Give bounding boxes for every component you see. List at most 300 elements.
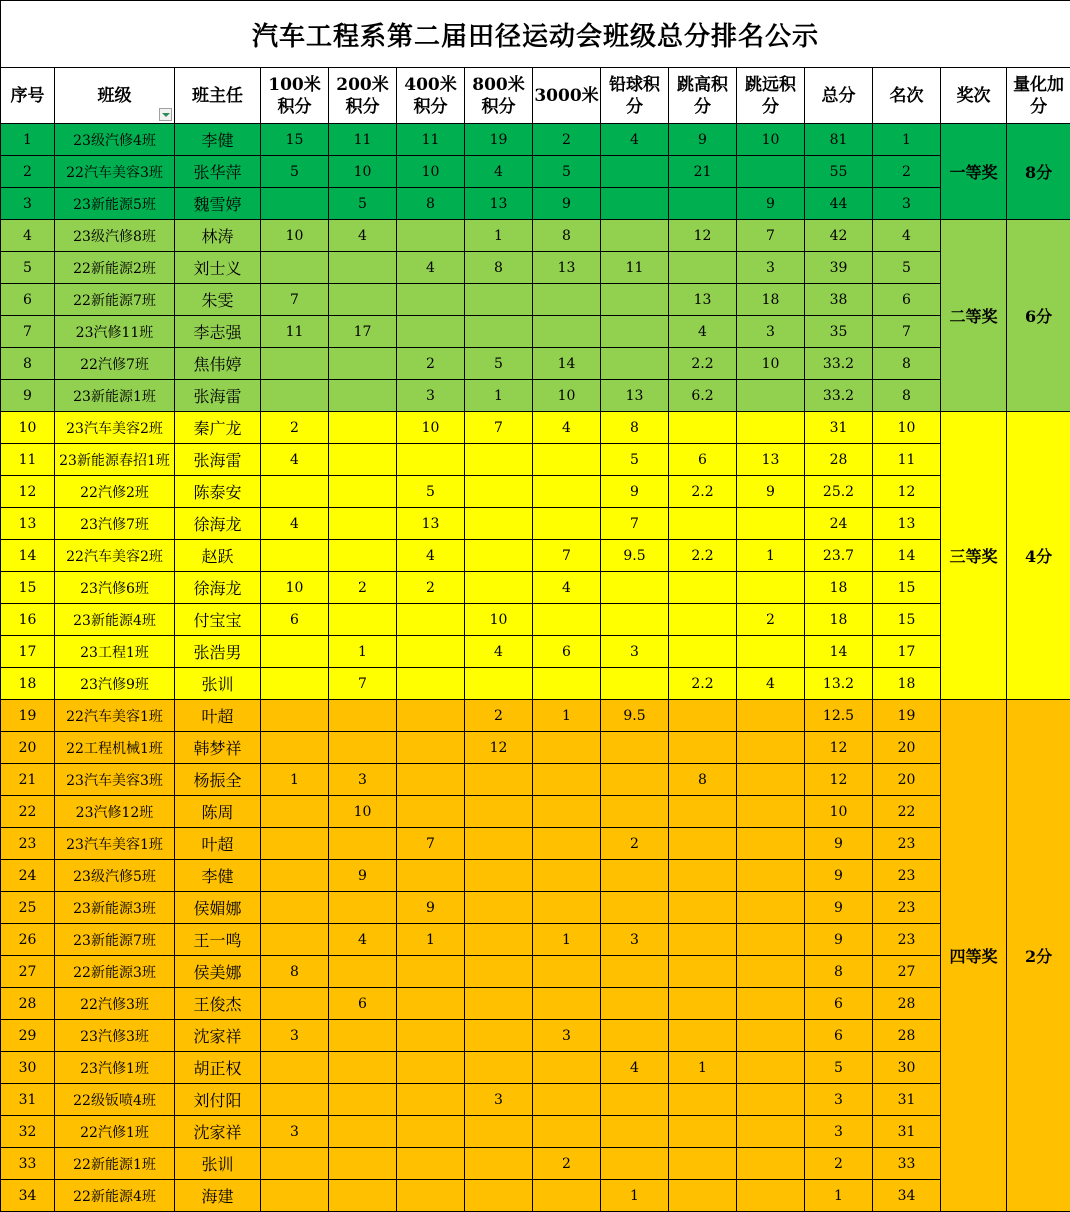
cell-total[interactable]: 31: [805, 412, 873, 444]
cell-200m[interactable]: [329, 732, 397, 764]
cell-3000m[interactable]: [533, 668, 601, 700]
cell-shotput[interactable]: [601, 956, 669, 988]
cell-highjump[interactable]: 6: [669, 444, 737, 476]
bonus-cell[interactable]: 4分: [1007, 412, 1070, 700]
cell-rank[interactable]: 31: [873, 1116, 941, 1148]
cell-800m[interactable]: [465, 508, 533, 540]
cell-rank[interactable]: 15: [873, 604, 941, 636]
cell-3000m[interactable]: 1: [533, 924, 601, 956]
cell-400m[interactable]: 9: [397, 892, 465, 924]
cell-shotput[interactable]: [601, 604, 669, 636]
cell-highjump[interactable]: 6.2: [669, 380, 737, 412]
cell-400m[interactable]: [397, 1084, 465, 1116]
cell-rank[interactable]: 18: [873, 668, 941, 700]
cell-3000m[interactable]: 4: [533, 572, 601, 604]
cell-no[interactable]: 29: [1, 1020, 55, 1052]
cell-shotput[interactable]: [601, 156, 669, 188]
cell-total[interactable]: 5: [805, 1052, 873, 1084]
award-cell[interactable]: 四等奖: [941, 700, 1007, 1212]
cell-highjump[interactable]: [669, 1180, 737, 1212]
cell-800m[interactable]: 13: [465, 188, 533, 220]
cell-100m[interactable]: [261, 988, 329, 1020]
cell-400m[interactable]: 2: [397, 348, 465, 380]
cell-400m[interactable]: [397, 220, 465, 252]
cell-class[interactable]: 23汽修11班: [55, 316, 175, 348]
cell-class[interactable]: 22汽车美容1班: [55, 700, 175, 732]
cell-shotput[interactable]: [601, 732, 669, 764]
cell-teacher[interactable]: 韩梦祥: [175, 732, 261, 764]
cell-rank[interactable]: 10: [873, 412, 941, 444]
cell-800m[interactable]: [465, 1052, 533, 1084]
cell-800m[interactable]: 8: [465, 252, 533, 284]
cell-class[interactable]: 23新能源3班: [55, 892, 175, 924]
cell-no[interactable]: 5: [1, 252, 55, 284]
cell-800m[interactable]: [465, 828, 533, 860]
cell-total[interactable]: 1: [805, 1180, 873, 1212]
cell-highjump[interactable]: [669, 508, 737, 540]
cell-200m[interactable]: [329, 956, 397, 988]
cell-shotput[interactable]: [601, 220, 669, 252]
cell-shotput[interactable]: [601, 284, 669, 316]
cell-100m[interactable]: [261, 636, 329, 668]
cell-teacher[interactable]: 陈周: [175, 796, 261, 828]
cell-rank[interactable]: 27: [873, 956, 941, 988]
cell-class[interactable]: 23级汽修5班: [55, 860, 175, 892]
cell-highjump[interactable]: 21: [669, 156, 737, 188]
cell-200m[interactable]: [329, 508, 397, 540]
cell-400m[interactable]: [397, 668, 465, 700]
cell-shotput[interactable]: 8: [601, 412, 669, 444]
cell-400m[interactable]: 13: [397, 508, 465, 540]
cell-highjump[interactable]: [669, 188, 737, 220]
cell-400m[interactable]: 1: [397, 924, 465, 956]
cell-3000m[interactable]: 2: [533, 124, 601, 156]
cell-highjump[interactable]: [669, 796, 737, 828]
cell-no[interactable]: 17: [1, 636, 55, 668]
cell-200m[interactable]: [329, 604, 397, 636]
cell-no[interactable]: 14: [1, 540, 55, 572]
cell-class[interactable]: 23汽修12班: [55, 796, 175, 828]
cell-longjump[interactable]: 9: [737, 476, 805, 508]
cell-rank[interactable]: 4: [873, 220, 941, 252]
cell-shotput[interactable]: 4: [601, 1052, 669, 1084]
cell-class[interactable]: 23新能源4班: [55, 604, 175, 636]
cell-highjump[interactable]: [669, 252, 737, 284]
cell-rank[interactable]: 2: [873, 156, 941, 188]
cell-class[interactable]: 22级钣喷4班: [55, 1084, 175, 1116]
cell-highjump[interactable]: [669, 828, 737, 860]
cell-longjump[interactable]: 10: [737, 348, 805, 380]
cell-200m[interactable]: [329, 1020, 397, 1052]
cell-200m[interactable]: [329, 540, 397, 572]
cell-highjump[interactable]: [669, 892, 737, 924]
cell-100m[interactable]: [261, 924, 329, 956]
cell-rank[interactable]: 33: [873, 1148, 941, 1180]
cell-shotput[interactable]: 9: [601, 476, 669, 508]
cell-no[interactable]: 24: [1, 860, 55, 892]
cell-no[interactable]: 28: [1, 988, 55, 1020]
cell-3000m[interactable]: [533, 1052, 601, 1084]
cell-longjump[interactable]: 3: [737, 316, 805, 348]
cell-200m[interactable]: [329, 252, 397, 284]
cell-class[interactable]: 22汽车美容2班: [55, 540, 175, 572]
cell-400m[interactable]: [397, 860, 465, 892]
cell-teacher[interactable]: 张海雷: [175, 380, 261, 412]
cell-shotput[interactable]: 13: [601, 380, 669, 412]
cell-no[interactable]: 9: [1, 380, 55, 412]
cell-total[interactable]: 9: [805, 892, 873, 924]
cell-longjump[interactable]: [737, 732, 805, 764]
cell-no[interactable]: 34: [1, 1180, 55, 1212]
cell-400m[interactable]: [397, 316, 465, 348]
cell-rank[interactable]: 12: [873, 476, 941, 508]
cell-teacher[interactable]: 付宝宝: [175, 604, 261, 636]
cell-rank[interactable]: 8: [873, 348, 941, 380]
cell-shotput[interactable]: [601, 1084, 669, 1116]
cell-400m[interactable]: [397, 1052, 465, 1084]
cell-longjump[interactable]: 3: [737, 252, 805, 284]
cell-total[interactable]: 35: [805, 316, 873, 348]
cell-400m[interactable]: 7: [397, 828, 465, 860]
cell-teacher[interactable]: 叶超: [175, 828, 261, 860]
cell-400m[interactable]: 2: [397, 572, 465, 604]
cell-rank[interactable]: 19: [873, 700, 941, 732]
cell-rank[interactable]: 8: [873, 380, 941, 412]
cell-400m[interactable]: [397, 444, 465, 476]
cell-class[interactable]: 22汽修2班: [55, 476, 175, 508]
cell-longjump[interactable]: [737, 988, 805, 1020]
cell-longjump[interactable]: [737, 860, 805, 892]
cell-800m[interactable]: [465, 764, 533, 796]
cell-teacher[interactable]: 张华萍: [175, 156, 261, 188]
cell-200m[interactable]: [329, 412, 397, 444]
cell-shotput[interactable]: [601, 1020, 669, 1052]
cell-200m[interactable]: [329, 444, 397, 476]
cell-total[interactable]: 38: [805, 284, 873, 316]
cell-total[interactable]: 9: [805, 828, 873, 860]
cell-800m[interactable]: [465, 988, 533, 1020]
cell-class[interactable]: 23汽车美容3班: [55, 764, 175, 796]
cell-highjump[interactable]: 2.2: [669, 348, 737, 380]
cell-highjump[interactable]: [669, 956, 737, 988]
cell-800m[interactable]: 1: [465, 380, 533, 412]
cell-total[interactable]: 3: [805, 1084, 873, 1116]
cell-200m[interactable]: 4: [329, 924, 397, 956]
cell-highjump[interactable]: [669, 1116, 737, 1148]
cell-3000m[interactable]: [533, 284, 601, 316]
cell-3000m[interactable]: [533, 508, 601, 540]
cell-800m[interactable]: 12: [465, 732, 533, 764]
cell-teacher[interactable]: 朱雯: [175, 284, 261, 316]
cell-class[interactable]: 23汽车美容1班: [55, 828, 175, 860]
cell-800m[interactable]: [465, 796, 533, 828]
cell-400m[interactable]: [397, 796, 465, 828]
cell-class[interactable]: 22工程机械1班: [55, 732, 175, 764]
cell-shotput[interactable]: [601, 1116, 669, 1148]
cell-100m[interactable]: 8: [261, 956, 329, 988]
cell-teacher[interactable]: 李健: [175, 124, 261, 156]
cell-shotput[interactable]: [601, 316, 669, 348]
cell-200m[interactable]: [329, 380, 397, 412]
cell-highjump[interactable]: [669, 572, 737, 604]
cell-200m[interactable]: 4: [329, 220, 397, 252]
cell-class[interactable]: 23汽修9班: [55, 668, 175, 700]
cell-longjump[interactable]: 9: [737, 188, 805, 220]
cell-400m[interactable]: 10: [397, 412, 465, 444]
cell-800m[interactable]: 3: [465, 1084, 533, 1116]
cell-400m[interactable]: [397, 1020, 465, 1052]
cell-teacher[interactable]: 海建: [175, 1180, 261, 1212]
cell-800m[interactable]: [465, 1020, 533, 1052]
cell-longjump[interactable]: 13: [737, 444, 805, 476]
cell-class[interactable]: 23汽修6班: [55, 572, 175, 604]
cell-longjump[interactable]: [737, 1180, 805, 1212]
cell-class[interactable]: 23汽修7班: [55, 508, 175, 540]
cell-class[interactable]: 22新能源3班: [55, 956, 175, 988]
cell-total[interactable]: 12: [805, 732, 873, 764]
cell-longjump[interactable]: [737, 572, 805, 604]
cell-highjump[interactable]: 2.2: [669, 540, 737, 572]
cell-100m[interactable]: [261, 828, 329, 860]
cell-400m[interactable]: [397, 636, 465, 668]
cell-highjump[interactable]: [669, 732, 737, 764]
award-cell[interactable]: 一等奖: [941, 124, 1007, 220]
cell-200m[interactable]: [329, 348, 397, 380]
cell-3000m[interactable]: 5: [533, 156, 601, 188]
cell-200m[interactable]: [329, 700, 397, 732]
cell-shotput[interactable]: 3: [601, 636, 669, 668]
cell-class[interactable]: 22汽车美容3班: [55, 156, 175, 188]
cell-400m[interactable]: [397, 764, 465, 796]
cell-rank[interactable]: 28: [873, 988, 941, 1020]
cell-400m[interactable]: [397, 700, 465, 732]
cell-200m[interactable]: 17: [329, 316, 397, 348]
cell-class[interactable]: 23工程1班: [55, 636, 175, 668]
cell-100m[interactable]: 4: [261, 508, 329, 540]
cell-shotput[interactable]: [601, 988, 669, 1020]
cell-200m[interactable]: [329, 1116, 397, 1148]
cell-shotput[interactable]: 1: [601, 1180, 669, 1212]
bonus-cell[interactable]: 2分: [1007, 700, 1070, 1212]
cell-highjump[interactable]: [669, 1148, 737, 1180]
cell-teacher[interactable]: 叶超: [175, 700, 261, 732]
cell-100m[interactable]: [261, 252, 329, 284]
cell-200m[interactable]: 6: [329, 988, 397, 1020]
cell-800m[interactable]: [465, 1116, 533, 1148]
cell-total[interactable]: 8: [805, 956, 873, 988]
cell-longjump[interactable]: [737, 1084, 805, 1116]
cell-total[interactable]: 39: [805, 252, 873, 284]
cell-rank[interactable]: 5: [873, 252, 941, 284]
cell-200m[interactable]: [329, 476, 397, 508]
cell-no[interactable]: 25: [1, 892, 55, 924]
cell-rank[interactable]: 7: [873, 316, 941, 348]
cell-no[interactable]: 16: [1, 604, 55, 636]
cell-400m[interactable]: 4: [397, 540, 465, 572]
cell-3000m[interactable]: [533, 860, 601, 892]
cell-teacher[interactable]: 沈家祥: [175, 1020, 261, 1052]
cell-100m[interactable]: 3: [261, 1116, 329, 1148]
cell-100m[interactable]: [261, 1180, 329, 1212]
cell-100m[interactable]: [261, 732, 329, 764]
cell-100m[interactable]: 10: [261, 572, 329, 604]
cell-rank[interactable]: 1: [873, 124, 941, 156]
cell-longjump[interactable]: [737, 1148, 805, 1180]
cell-200m[interactable]: 11: [329, 124, 397, 156]
cell-no[interactable]: 1: [1, 124, 55, 156]
cell-shotput[interactable]: [601, 1148, 669, 1180]
cell-400m[interactable]: [397, 956, 465, 988]
cell-highjump[interactable]: 1: [669, 1052, 737, 1084]
cell-rank[interactable]: 23: [873, 860, 941, 892]
cell-longjump[interactable]: 7: [737, 220, 805, 252]
cell-100m[interactable]: [261, 892, 329, 924]
cell-rank[interactable]: 13: [873, 508, 941, 540]
cell-rank[interactable]: 30: [873, 1052, 941, 1084]
cell-800m[interactable]: 5: [465, 348, 533, 380]
cell-800m[interactable]: 7: [465, 412, 533, 444]
cell-rank[interactable]: 28: [873, 1020, 941, 1052]
cell-100m[interactable]: 4: [261, 444, 329, 476]
cell-3000m[interactable]: [533, 604, 601, 636]
cell-400m[interactable]: 11: [397, 124, 465, 156]
cell-teacher[interactable]: 王俊杰: [175, 988, 261, 1020]
cell-shotput[interactable]: 4: [601, 124, 669, 156]
cell-400m[interactable]: [397, 1116, 465, 1148]
cell-100m[interactable]: [261, 796, 329, 828]
cell-3000m[interactable]: [533, 988, 601, 1020]
cell-3000m[interactable]: [533, 764, 601, 796]
cell-highjump[interactable]: 13: [669, 284, 737, 316]
cell-400m[interactable]: [397, 1148, 465, 1180]
cell-rank[interactable]: 20: [873, 732, 941, 764]
cell-3000m[interactable]: 4: [533, 412, 601, 444]
cell-3000m[interactable]: 10: [533, 380, 601, 412]
cell-teacher[interactable]: 张海雷: [175, 444, 261, 476]
cell-800m[interactable]: [465, 1180, 533, 1212]
cell-longjump[interactable]: [737, 956, 805, 988]
cell-teacher[interactable]: 林涛: [175, 220, 261, 252]
cell-longjump[interactable]: [737, 892, 805, 924]
cell-teacher[interactable]: 李志强: [175, 316, 261, 348]
cell-shotput[interactable]: 9.5: [601, 540, 669, 572]
cell-no[interactable]: 20: [1, 732, 55, 764]
cell-rank[interactable]: 11: [873, 444, 941, 476]
cell-200m[interactable]: [329, 284, 397, 316]
cell-total[interactable]: 13.2: [805, 668, 873, 700]
cell-3000m[interactable]: [533, 956, 601, 988]
cell-3000m[interactable]: [533, 828, 601, 860]
cell-800m[interactable]: [465, 540, 533, 572]
cell-teacher[interactable]: 徐海龙: [175, 572, 261, 604]
cell-no[interactable]: 6: [1, 284, 55, 316]
cell-class[interactable]: 22汽修7班: [55, 348, 175, 380]
cell-longjump[interactable]: [737, 1020, 805, 1052]
cell-highjump[interactable]: [669, 988, 737, 1020]
cell-800m[interactable]: 19: [465, 124, 533, 156]
cell-200m[interactable]: 1: [329, 636, 397, 668]
cell-highjump[interactable]: [669, 924, 737, 956]
cell-100m[interactable]: [261, 476, 329, 508]
cell-no[interactable]: 19: [1, 700, 55, 732]
cell-100m[interactable]: [261, 668, 329, 700]
cell-3000m[interactable]: 2: [533, 1148, 601, 1180]
cell-no[interactable]: 21: [1, 764, 55, 796]
cell-no[interactable]: 8: [1, 348, 55, 380]
cell-400m[interactable]: [397, 732, 465, 764]
cell-shotput[interactable]: 2: [601, 828, 669, 860]
cell-rank[interactable]: 23: [873, 892, 941, 924]
cell-highjump[interactable]: [669, 636, 737, 668]
cell-total[interactable]: 28: [805, 444, 873, 476]
cell-3000m[interactable]: [533, 444, 601, 476]
cell-shotput[interactable]: 5: [601, 444, 669, 476]
cell-100m[interactable]: [261, 1084, 329, 1116]
cell-shotput[interactable]: [601, 188, 669, 220]
cell-no[interactable]: 10: [1, 412, 55, 444]
cell-rank[interactable]: 34: [873, 1180, 941, 1212]
cell-class[interactable]: 22新能源4班: [55, 1180, 175, 1212]
cell-shotput[interactable]: [601, 892, 669, 924]
cell-rank[interactable]: 22: [873, 796, 941, 828]
cell-teacher[interactable]: 徐海龙: [175, 508, 261, 540]
cell-400m[interactable]: 10: [397, 156, 465, 188]
cell-3000m[interactable]: 8: [533, 220, 601, 252]
cell-longjump[interactable]: [737, 156, 805, 188]
cell-100m[interactable]: 3: [261, 1020, 329, 1052]
cell-longjump[interactable]: [737, 1052, 805, 1084]
cell-total[interactable]: 81: [805, 124, 873, 156]
cell-100m[interactable]: [261, 700, 329, 732]
cell-400m[interactable]: 8: [397, 188, 465, 220]
cell-rank[interactable]: 6: [873, 284, 941, 316]
cell-no[interactable]: 12: [1, 476, 55, 508]
cell-200m[interactable]: [329, 1148, 397, 1180]
cell-class[interactable]: 23新能源7班: [55, 924, 175, 956]
cell-100m[interactable]: [261, 1052, 329, 1084]
cell-shotput[interactable]: 11: [601, 252, 669, 284]
cell-100m[interactable]: [261, 348, 329, 380]
cell-no[interactable]: 18: [1, 668, 55, 700]
cell-no[interactable]: 23: [1, 828, 55, 860]
cell-teacher[interactable]: 陈泰安: [175, 476, 261, 508]
cell-800m[interactable]: [465, 956, 533, 988]
cell-no[interactable]: 33: [1, 1148, 55, 1180]
cell-rank[interactable]: 17: [873, 636, 941, 668]
cell-shotput[interactable]: [601, 860, 669, 892]
cell-800m[interactable]: [465, 476, 533, 508]
cell-100m[interactable]: [261, 188, 329, 220]
cell-highjump[interactable]: 12: [669, 220, 737, 252]
cell-teacher[interactable]: 侯美娜: [175, 956, 261, 988]
cell-total[interactable]: 23.7: [805, 540, 873, 572]
cell-longjump[interactable]: 4: [737, 668, 805, 700]
cell-total[interactable]: 12: [805, 764, 873, 796]
cell-total[interactable]: 55: [805, 156, 873, 188]
cell-total[interactable]: 9: [805, 860, 873, 892]
cell-total[interactable]: 9: [805, 924, 873, 956]
cell-teacher[interactable]: 沈家祥: [175, 1116, 261, 1148]
cell-class[interactable]: 23新能源1班: [55, 380, 175, 412]
cell-teacher[interactable]: 刘士义: [175, 252, 261, 284]
cell-100m[interactable]: 15: [261, 124, 329, 156]
cell-200m[interactable]: 5: [329, 188, 397, 220]
cell-longjump[interactable]: [737, 1116, 805, 1148]
cell-longjump[interactable]: [737, 828, 805, 860]
cell-3000m[interactable]: [533, 1180, 601, 1212]
cell-200m[interactable]: [329, 1180, 397, 1212]
cell-3000m[interactable]: 13: [533, 252, 601, 284]
